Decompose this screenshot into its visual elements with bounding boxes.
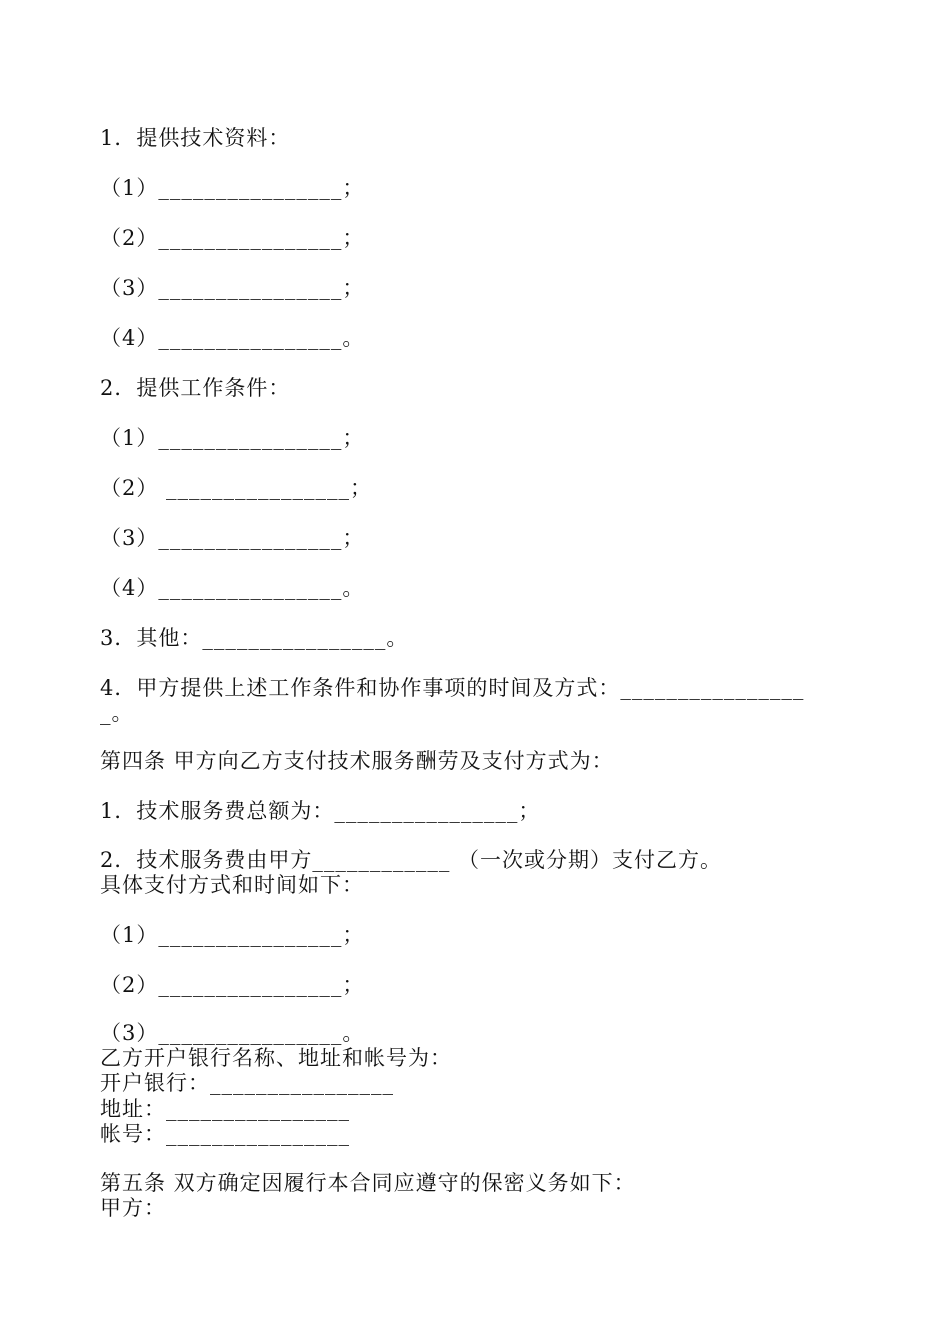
other-item: 3．其他：________________。 bbox=[100, 626, 409, 650]
tech-materials-item-2: （2）________________； bbox=[100, 226, 365, 250]
tech-materials-item-4: （4）________________。 bbox=[100, 326, 365, 350]
tech-materials-item-3: （3）________________； bbox=[100, 276, 365, 300]
work-conditions-item-3: （3）________________； bbox=[100, 526, 365, 550]
time-method-line-1: 4．甲方提供上述工作条件和协作事项的时间及方式：________________ bbox=[100, 676, 805, 700]
bank-heading: 乙方开户银行名称、地址和帐号为： bbox=[100, 1046, 452, 1070]
payment-item-1: （1）________________； bbox=[100, 923, 365, 947]
payment-item-2: （2）________________； bbox=[100, 973, 365, 997]
bank-name-line: 开户银行：________________ bbox=[100, 1071, 394, 1095]
work-conditions-item-4: （4）________________。 bbox=[100, 576, 365, 600]
tech-materials-heading: 1．提供技术资料： bbox=[100, 126, 291, 150]
work-conditions-heading: 2．提供工作条件： bbox=[100, 376, 291, 400]
article-4-title: 第四条 甲方向乙方支付技术服务酬劳及支付方式为： bbox=[100, 749, 614, 773]
work-conditions-item-2: （2） ________________； bbox=[100, 476, 373, 500]
work-conditions-item-1: （1）________________； bbox=[100, 426, 365, 450]
payment-item-3: （3）________________。 bbox=[100, 1021, 365, 1045]
party-a-label: 甲方： bbox=[100, 1196, 166, 1220]
payment-method-line-2: 具体支付方式和时间如下： bbox=[100, 873, 364, 897]
tech-materials-item-1: （1）________________； bbox=[100, 176, 365, 200]
bank-address-line: 地址：________________ bbox=[100, 1097, 350, 1121]
bank-account-line: 帐号：________________ bbox=[100, 1122, 350, 1146]
payment-method-line-1: 2．技术服务费由甲方____________ （一次或分期）支付乙方。 bbox=[100, 848, 723, 872]
time-method-line-2: _。 bbox=[100, 701, 134, 725]
total-fee-line: 1．技术服务费总额为：________________； bbox=[100, 799, 541, 823]
article-5-title: 第五条 双方确定因履行本合同应遵守的保密义务如下： bbox=[100, 1171, 636, 1195]
